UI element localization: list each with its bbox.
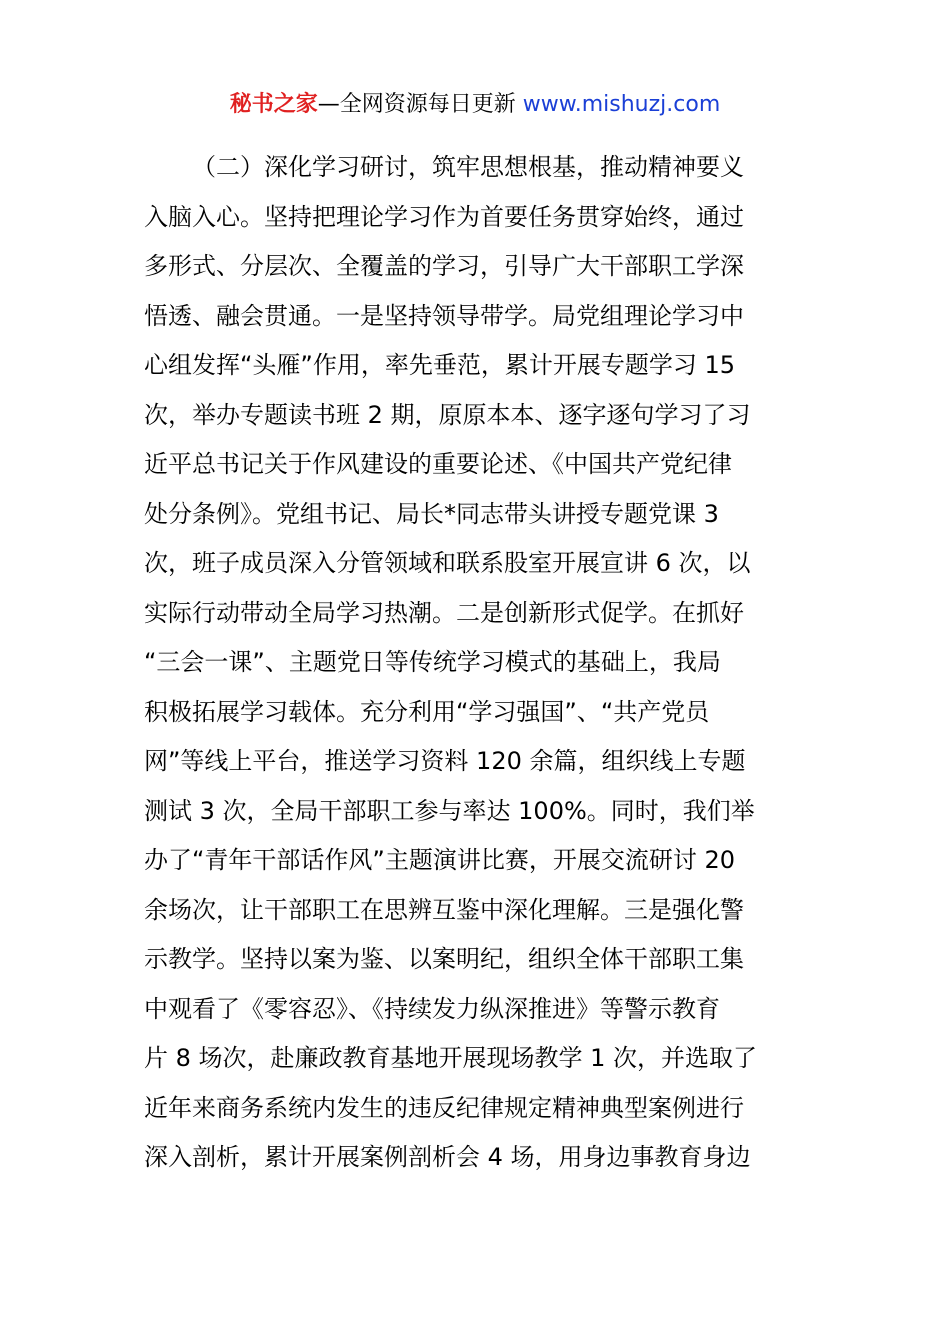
document-body [144,143,814,1183]
body-line: 次，班子成员深入分管领域和联系股室开展宣讲 6 次，以 [144,549,751,577]
body-line: “三会一课”、主题党日等传统学习模式的基础上，我局 [144,648,721,676]
body-line: 余场次，让干部职工在思辨互鉴中深化理解。三是强化警 [144,895,744,924]
site-url-link[interactable]: www.mishuzj.com [522,92,721,117]
body-line: 办了“青年干部话作风”主题演讲比赛，开展交流研讨 20 [144,846,736,874]
body-line: 近平总书记关于作风建设的重要论述、《中国共产党纪律 [144,450,732,478]
header-tagline: —全网资源每日更新 [317,92,523,117]
body-line: 深入剖析，累计开展案例剖析会 4 场，用身边事教育身边 [144,1143,751,1171]
body-line: 入脑入心。坚持把理论学习作为首要任务贯穿始终，通过 [144,202,744,231]
body-line: 积极拓展学习载体。充分利用“学习强国”、“共产党员 [144,697,710,726]
body-line: 中观看了《零容忍》、《持续发力纵深推进》等警示教育 [144,994,720,1023]
body-line: 示教学。坚持以案为鉴、以案明纪，组织全体干部职工集 [144,945,744,973]
body-line: 多形式、分层次、全覆盖的学习，引导广大干部职工学深 [144,252,744,280]
body-line: 测试 3 次，全局干部职工参与率达 100%。同时，我们举 [144,796,755,825]
body-line: 心组发挥“头雁”作用，率先垂范，累计开展专题学习 15 [144,351,736,379]
body-line: 近年来商务系统内发生的违反纪律规定精神典型案例进行 [144,1093,744,1122]
body-line: 悟透、融会贯通。一是坚持领导带学。局党组理论学习中 [144,301,744,330]
body-line: 网”等线上平台，推送学习资料 120 余篇，组织线上专题 [144,747,746,775]
body-line: 片 8 场次，赴廉政教育基地开展现场教学 1 次，并选取了 [144,1044,758,1072]
body-line: 实际行动带动全局学习热潮。二是创新形式促学。在抓好 [144,598,744,627]
body-line: （二）深化学习研讨，筑牢思想根基，推动精神要义 [192,153,744,181]
body-line: 处分条例》。党组书记、局长*同志带头讲授专题党课 3 [144,499,719,528]
brand-name: 秘书之家 [229,92,318,117]
body-line: 次，举办专题读书班 2 期，原原本本、逐字逐句学习了习 [144,400,751,429]
page-header [0,88,950,122]
